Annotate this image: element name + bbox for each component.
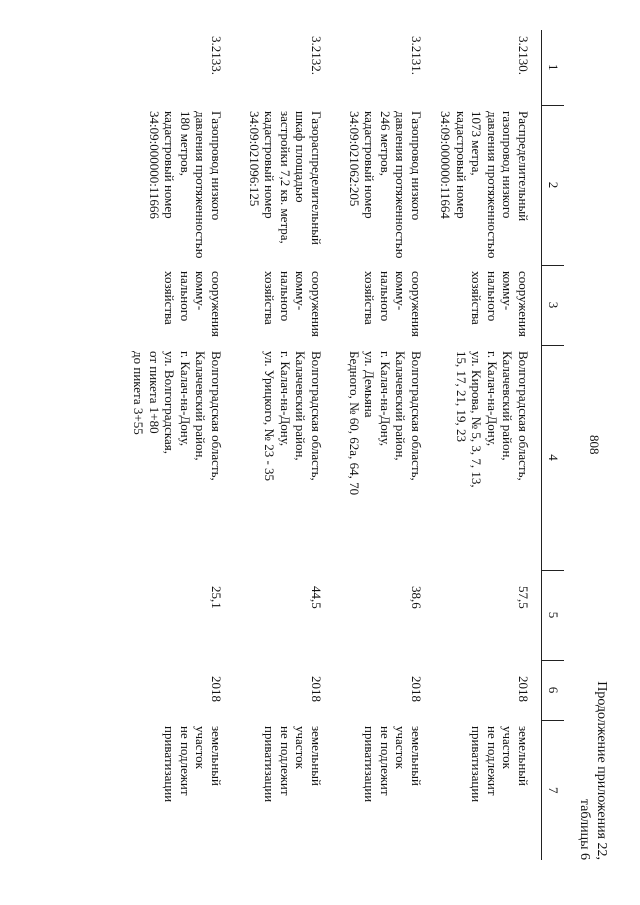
object-kind-cell <box>127 265 234 345</box>
object-kind-line: хозяйства <box>362 271 378 325</box>
object-name-cell <box>334 105 434 265</box>
object-year-cell: 2018 <box>516 676 531 702</box>
object-note-line: участок <box>393 726 409 769</box>
table-row <box>334 30 434 860</box>
object-name-line: Распределительный <box>516 111 531 222</box>
object-kind-line: комму- <box>293 271 309 311</box>
column-header: 6 <box>542 660 565 720</box>
object-address-line: Волгоградская область, <box>516 351 531 481</box>
object-kind-line: комму- <box>500 271 516 311</box>
property-table <box>127 30 564 860</box>
object-name-cell <box>234 105 334 265</box>
object-kind-cell <box>334 265 434 345</box>
object-year-cell: 2018 <box>209 676 224 702</box>
object-kind-line: хозяйства <box>469 271 485 325</box>
object-kind-line: комму- <box>393 271 409 311</box>
object-kind-line: сооружения <box>309 271 324 337</box>
object-kind-line: нального <box>278 271 293 322</box>
object-name-line: Газораспределительный <box>309 111 324 245</box>
object-address-line: г. Калач-на-Дону, <box>485 351 500 447</box>
object-kind-line: хозяйства <box>162 271 178 325</box>
object-address-cell <box>234 345 334 570</box>
object-address-line: Калачевский район, <box>293 351 309 461</box>
object-address-line: ул. Кирова, № 5, 3, 7, 13, <box>469 351 485 488</box>
continuation-line: Продолжение приложения 22, <box>594 681 609 860</box>
object-name-line: кадастровый номер <box>362 111 378 219</box>
continuation-line: таблицы 6 <box>577 798 592 860</box>
object-name-line: 180 метров, <box>178 111 193 176</box>
object-note-line: не подлежит <box>485 726 500 796</box>
object-kind-cell <box>434 265 542 345</box>
object-name-line: 1073 метра, <box>469 111 485 176</box>
object-value-cell: 57,5 <box>516 586 531 609</box>
column-header: 4 <box>542 345 565 570</box>
object-note-line: участок <box>293 726 309 769</box>
object-value-cell: 25,1 <box>209 586 224 609</box>
document-sheet <box>32 30 612 860</box>
object-name-line: газопровод низкого <box>500 111 516 219</box>
object-note-cell <box>234 720 334 860</box>
object-address-line: ул. Волгоградская, <box>162 351 178 455</box>
object-kind-line: нального <box>378 271 393 322</box>
object-name-line: 34:09:021062:205 <box>347 111 362 207</box>
object-address-line: от пикета 1+80 <box>147 351 162 434</box>
object-address-line: Волгоградская область, <box>309 351 324 481</box>
object-address-line: г. Калач-на-Дону, <box>178 351 193 447</box>
object-name-cell <box>127 105 234 265</box>
object-note-line: участок <box>193 726 209 769</box>
column-header: 1 <box>542 30 565 105</box>
object-note-line: участок <box>500 726 516 769</box>
object-address-line: Калачевский район, <box>193 351 209 461</box>
object-name-line: давления протяженностью <box>485 111 500 259</box>
row-number-cell: 3.2130. <box>516 36 531 75</box>
object-value-cell: 44,5 <box>309 586 324 609</box>
object-address-line: Калачевский район, <box>500 351 516 461</box>
object-address-line: г. Калач-на-Дону, <box>378 351 393 447</box>
object-note-line: земельный <box>309 726 324 786</box>
object-kind-line: хозяйства <box>262 271 278 325</box>
object-kind-line: сооружения <box>409 271 424 337</box>
object-address-line: 15, 17, 21, 19, 23 <box>454 351 469 442</box>
row-number-cell: 3.2133. <box>209 36 224 75</box>
object-address-cell <box>127 345 234 570</box>
object-kind-line: комму- <box>193 271 209 311</box>
object-note-line: не подлежит <box>278 726 293 796</box>
object-note-line: приватизации <box>362 726 378 803</box>
object-address-line: Бедного, № 60, 62а, 64, 70 <box>347 351 362 496</box>
object-kind-line: нального <box>485 271 500 322</box>
object-name-cell <box>434 105 542 265</box>
object-note-line: приватизации <box>262 726 278 803</box>
object-name-line: Газопровод низкого <box>409 111 424 221</box>
object-name-line: 34:09:021096:125 <box>247 111 262 207</box>
header-row <box>542 30 565 860</box>
column-header: 7 <box>542 720 565 860</box>
row-number-cell: 3.2132. <box>309 36 324 75</box>
object-address-line: Волгоградская область, <box>409 351 424 481</box>
object-name-line: 34:09:000000:11666 <box>147 111 162 219</box>
object-address-line: ул. Демьяна <box>362 351 378 418</box>
object-note-line: земельный <box>516 726 531 786</box>
object-name-line: шкаф площадью <box>293 111 309 203</box>
continuation-note <box>576 600 610 860</box>
object-name-line: кадастровый номер <box>262 111 278 219</box>
object-note-line: земельный <box>409 726 424 786</box>
table-row <box>434 30 542 860</box>
object-name-line: кадастровый номер <box>162 111 178 219</box>
object-note-line: земельный <box>209 726 224 786</box>
object-note-cell <box>127 720 234 860</box>
table-row <box>234 30 334 860</box>
column-header: 5 <box>542 570 565 660</box>
column-header: 2 <box>542 105 565 265</box>
object-address-line: ул. Урицкого, № 23 - 35 <box>262 351 278 482</box>
column-header: 3 <box>542 265 565 345</box>
object-name-line: Газопровод низкого <box>209 111 224 221</box>
object-kind-line: сооружения <box>209 271 224 337</box>
table-row <box>127 30 234 860</box>
object-address-cell <box>334 345 434 570</box>
object-year-cell: 2018 <box>309 676 324 702</box>
object-name-line: давления протяженностью <box>193 111 209 259</box>
object-note-line: приватизации <box>469 726 485 803</box>
object-name-line: кадастровый номер <box>454 111 469 219</box>
object-kind-cell <box>234 265 334 345</box>
object-note-line: не подлежит <box>378 726 393 796</box>
object-value-cell: 38,6 <box>409 586 424 609</box>
object-note-cell <box>334 720 434 860</box>
object-note-cell <box>434 720 542 860</box>
object-address-line: Волгоградская область, <box>209 351 224 481</box>
object-name-line: 34:09:000000:11664 <box>438 111 454 219</box>
object-kind-line: нального <box>178 271 193 322</box>
object-address-line: г. Калач-на-Дону, <box>278 351 293 447</box>
object-address-line: до пикета 3+55 <box>131 351 147 435</box>
object-name-line: давления протяженностью <box>393 111 409 259</box>
page-number: 808 <box>587 435 602 455</box>
object-name-line: 246 метров, <box>378 111 393 176</box>
object-year-cell: 2018 <box>409 676 424 702</box>
table-body <box>127 30 542 860</box>
object-kind-line: сооружения <box>516 271 531 337</box>
object-address-line: Калачевский район, <box>393 351 409 461</box>
object-note-line: приватизации <box>162 726 178 803</box>
object-name-line: застройки 7,2 кв. метра, <box>278 111 293 244</box>
object-note-line: не подлежит <box>178 726 193 796</box>
object-address-cell <box>434 345 542 570</box>
row-number-cell: 3.2131. <box>409 36 424 75</box>
